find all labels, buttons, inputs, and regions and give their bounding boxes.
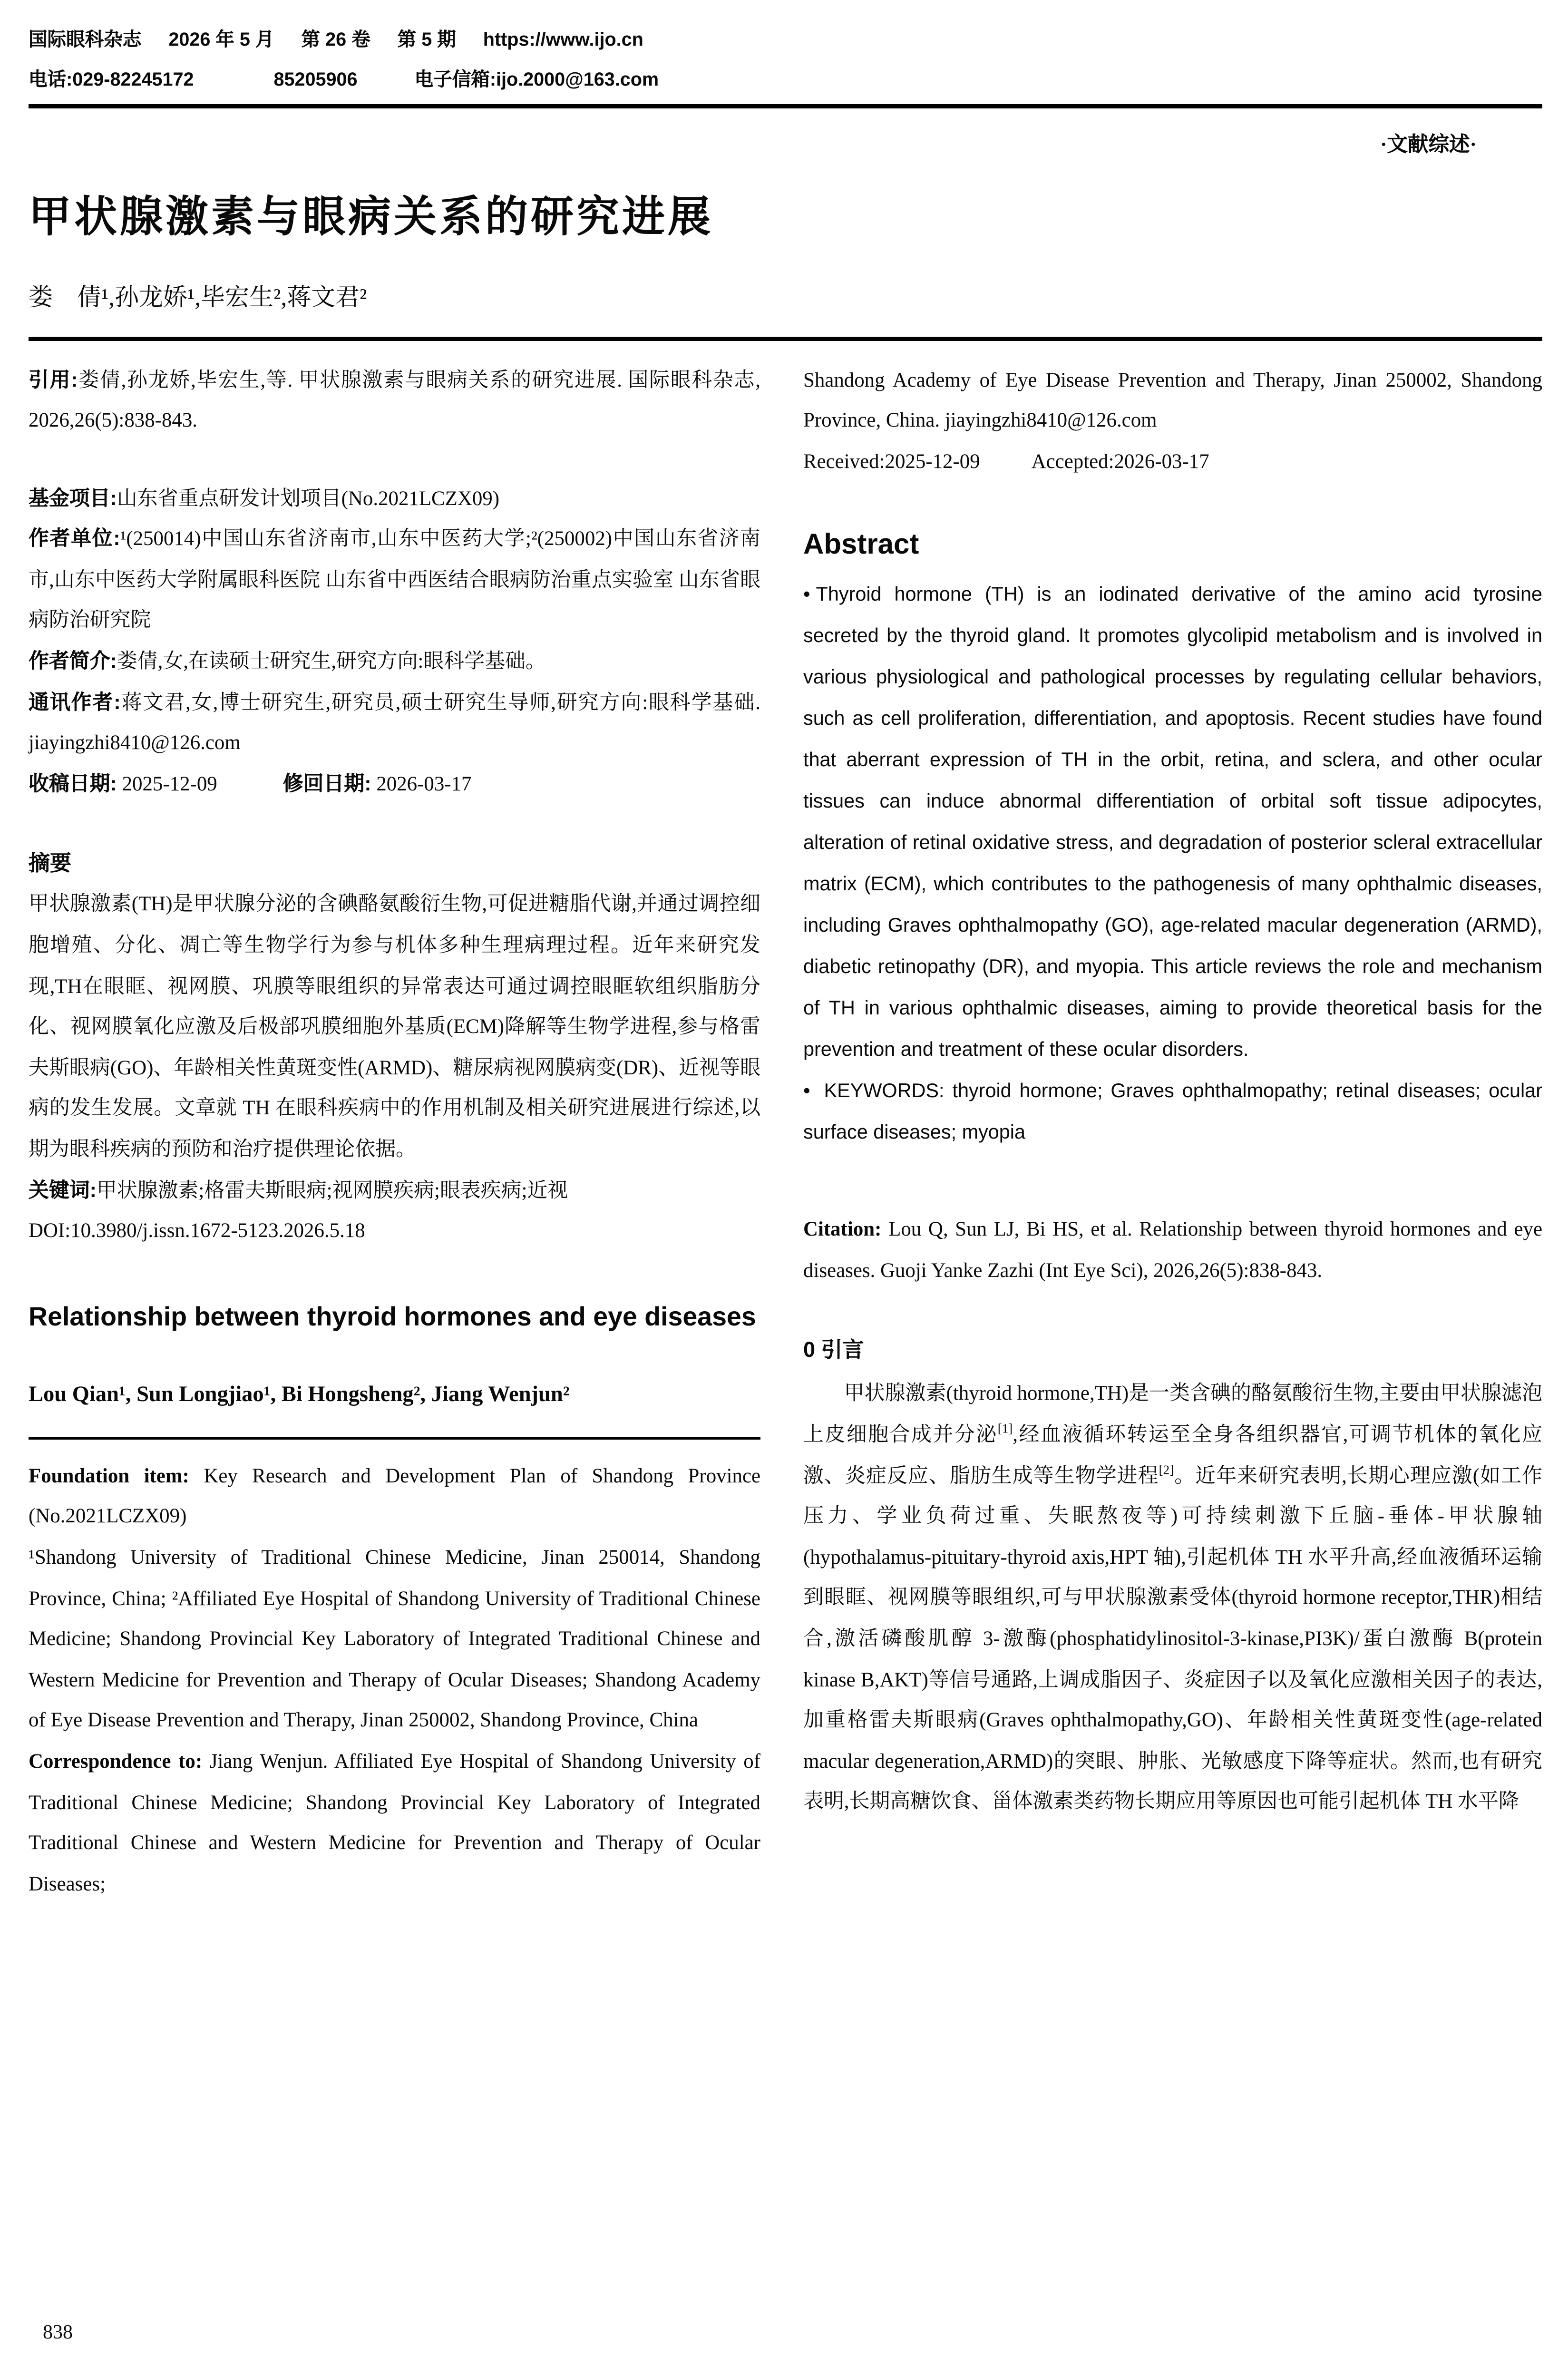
citation-en-label: Citation: [803,1218,882,1242]
corresponding-author-cn-text: 蒋文君,女,博士研究生,研究员,硕士研究生导师,研究方向:眼科学基础. jiayingzhi8410@126.com [29,691,760,755]
received-en-date: 2025-12-09 [885,450,980,474]
issue-number: 第 5 期 [397,29,456,50]
header-row-2 [29,60,1542,100]
article-title-en: Relationship between thyroid hormones and eye diseases [29,1301,756,1331]
page-header [29,20,1542,108]
author-bio-text: 娄倩,女,在读硕士研究生,研究方向:眼科学基础。 [117,651,546,674]
received-cn-date: 2025-12-09 [122,773,217,796]
abstract-en-heading: Abstract [803,529,919,561]
keywords-en-label: KEYWORDS: [824,1080,945,1102]
affiliation-cn-text: ¹(250014)中国山东省济南市,山东中医药大学;²(250002)中国山东省济南市,山东中医药大学附属眼科医院 山东省中西医结合眼病防治重点实验室 山东省眼病防治研究院 [29,528,760,633]
keywords-en-text: thyroid hormone; Graves ophthalmopathy; retinal diseases; ocular surface diseases; myopia [803,1080,1542,1143]
citation-cn-text: 娄倩,孙龙娇,毕宏生,等. 甲状腺激素与眼病关系的研究进展. 国际眼科杂志, 2026,26(5):838-843. [29,369,761,433]
citation-en-paragraph [803,1210,1542,1292]
accepted-en-label: Accepted: [1031,450,1114,474]
keywords-cn-paragraph [29,1171,760,1212]
affiliation-en-continued: Shandong Academy of Eye Disease Prevention and Therapy, Jinan 250002, Shandong Province, China. jiayingzhi8410@126.com [803,369,1542,433]
intro-text-3: 。近年来研究表明,长期心理应激(如工作压力、学业负荷过重、失眠熬夜等)可持续刺激下丘脑-垂体-甲状腺轴(hypothalamus-pituitary-thyroid axis,HPT 轴),引起机体 TH 水平升高,经血液循环运输到眼眶、视网膜等眼组织,可与甲状腺激素受体(thyroid hormone receptor,THR)相结合,激活磷酸肌醇 3-激酶(phosphatidylinositol-3-kinase,PI3K)/蛋白激酶 B(protein kinase B,AKT)等信号通路,上调成脂因子、炎症因子以及氧化应激相关因子的表达,加重格雷夫斯眼病(Graves ophthalmopathy,GO)、年龄相关性黄斑变性(age-related macular degeneration,ARMD)的突眼、肿胀、光敏感度下降等症状。然而,也有研究表明,长期高糖饮食、甾体激素类药物长期应用等原因也可能引起机体 TH 水平降 [803,1464,1542,1814]
affiliation-en-paragraph: ¹Shandong University of Traditional Chinese Medicine, Jinan 250014, Shandong Province, China; ²Affiliated Eye Hospital of Shandong University of Traditional Chinese Medicine; Shandong Provincial Key Laboratory of Integrated Traditional Chinese and Western Medicine for Prevention and Therapy of Ocular Diseases; Shandong Academy of Eye Disease Prevention and Therapy, Jinan 250002, Shandong Province, China [29,1546,760,1733]
header-rule [29,104,1542,108]
revised-cn-date: 2026-03-17 [376,773,472,796]
issue-date: 2026 年 5 月 [168,29,274,50]
journal-name: 国际眼科杂志 [29,29,142,50]
article-title-cn: 甲状腺激素与眼病关系的研究进展 [29,193,713,241]
correspondence-en-paragraph [29,1742,760,1905]
received-en-label: Received: [803,450,885,474]
left-column [29,360,760,1905]
phone-number: 电话:029-82245172 [29,68,194,90]
bullet-icon: • [803,584,810,605]
intro-text-1: 甲状腺激素(thyroid hormone,TH)是一类含碘的酪氨酸衍生物,主要由甲状腺滤泡上皮细胞合成并分泌 [803,1383,1542,1447]
two-column-body [29,360,1542,1905]
bullet-icon: • [803,1080,810,1102]
citation-cn-paragraph [29,360,760,442]
volume: 第 26 卷 [301,29,370,50]
abstract-cn-text: 甲状腺激素(TH)是甲状腺分泌的含碘酪氨酸衍生物,可促进糖脂代谢,并通过调控细胞增殖、分化、凋亡等生物学行为参与机体多种生理病理过程。近年来研究发现,TH在眼眶、视网膜、巩膜等眼组织的异常表达可通过调控眼眶软组织脂肪分化、视网膜氧化应激及后极部巩膜细胞外基质(ECM)降解等生物学进程,参与格雷夫斯眼病(GO)、年龄相关性黄斑变性(ARMD)、糖尿病视网膜病变(DR)、近视等眼病的发生发展。文章就 TH 在眼科疾病中的作用机制及相关研究进展进行综述,以期为眼科疾病的预防和治疗提供理论依据。 [29,894,760,1161]
corresponding-author-cn-paragraph [29,683,760,765]
dates-cn-row [29,765,760,806]
received-cn-label: 收稿日期: [29,773,117,796]
abstract-cn-heading: 摘要 [29,852,72,877]
foundation-paragraph [29,1456,760,1538]
corresponding-author-cn-label: 通讯作者: [29,691,121,714]
citation-cn-label: 引用: [29,369,78,392]
keywords-cn-text: 甲状腺激素;格雷夫斯眼病;视网膜疾病;眼表疾病;近视 [96,1179,568,1202]
citation-en-text: Lou Q, Sun LJ, Bi HS, et al. Relationship between thyroid hormones and eye diseases. Guoji Yanke Zazhi (Int Eye Sci), 2026,26(5):838-843. [803,1218,1543,1283]
journal-url: https://www.ijo.cn [483,29,643,50]
author-bio-label: 作者简介: [29,651,117,674]
page-number: 838 [43,2323,73,2344]
affiliation-cn-paragraph [29,520,760,642]
doi-line: DOI:10.3980/j.issn.1672-5123.2026.5.18 [29,1220,365,1243]
dates-en-row [803,442,1542,483]
keywords-en-paragraph [803,1071,1542,1153]
right-column [803,360,1542,1905]
author-bio-paragraph [29,642,760,683]
fund-paragraph [29,479,760,520]
reference-1-superscript: [1] [997,1421,1013,1436]
journal-email: 电子信箱:ijo.2000@163.com [414,68,659,90]
header-row-1 [29,20,1542,60]
fund-label: 基金项目: [29,487,117,511]
affiliation-cn-label: 作者单位: [29,528,120,551]
revised-cn-label: 修回日期: [282,773,371,796]
footnote-rule [29,1436,760,1439]
title-rule [29,336,1542,341]
article-type-label: ·文献综述· [1380,133,1477,156]
foundation-label: Foundation item: [29,1465,189,1488]
accepted-en-date: 2026-03-17 [1114,450,1209,474]
introduction-paragraph [803,1374,1542,1823]
phone-number-2: 85205906 [273,68,358,90]
abstract-en-text: Thyroid hormone (TH) is an iodinated derivative of the amino acid tyrosine secreted by the thyroid gland. It promotes glycolipid metabolism and is involved in various physiological and pathological processes by regulating cellular behaviors, such as cell proliferation, differentiation, and apoptosis. Recent studies have found that aberrant expression of TH in the orbit, retina, and sclera, and other ocular tissues can induce abnormal differentiation of orbital soft tissue adipocytes, alteration of retinal oxidative stress, and degradation of posterior scleral extracellular matrix (ECM), which contributes to the pathogenesis of many ophthalmic diseases, including Graves ophthalmopathy (GO), age-related macular degeneration (ARMD), diabetic retinopathy (DR), and myopia. This article reviews the role and mechanism of TH in various ophthalmic diseases, aiming to provide theoretical basis for the prevention and treatment of these ocular disorders. [803,584,1542,1061]
authors-cn: 娄 倩¹,孙龙娇¹,毕宏生²,蒋文君² [29,283,367,311]
reference-2-superscript: [2] [1159,1462,1174,1477]
correspondence-en-text: Jiang Wenjun. Affiliated Eye Hospital of Shandong University of Traditional Chinese Medicine; Shandong Provincial Key Laboratory of Integrated Traditional Chinese and Western Medicine for Prevention and Therapy of Ocular Diseases; [29,1750,760,1896]
section-0-heading: 0 引言 [803,1339,864,1364]
correspondence-en-label: Correspondence to: [29,1750,203,1773]
abstract-en-paragraph [803,574,1542,1071]
keywords-cn-label: 关键词: [29,1179,97,1202]
fund-text: 山东省重点研发计划项目(No.2021LCZX09) [117,487,500,511]
intro-text-2: ,经血液循环转运至全身各组织器官,可调节机体的氧化应激、炎症反应、脂肪生成等生物学进程 [803,1424,1542,1488]
foundation-text: Key Research and Development Plan of Shandong Province (No.2021LCZX09) [29,1465,761,1529]
authors-en: Lou Qian¹, Sun Longjiao¹, Bi Hongsheng², Jiang Wenjun² [29,1382,570,1407]
